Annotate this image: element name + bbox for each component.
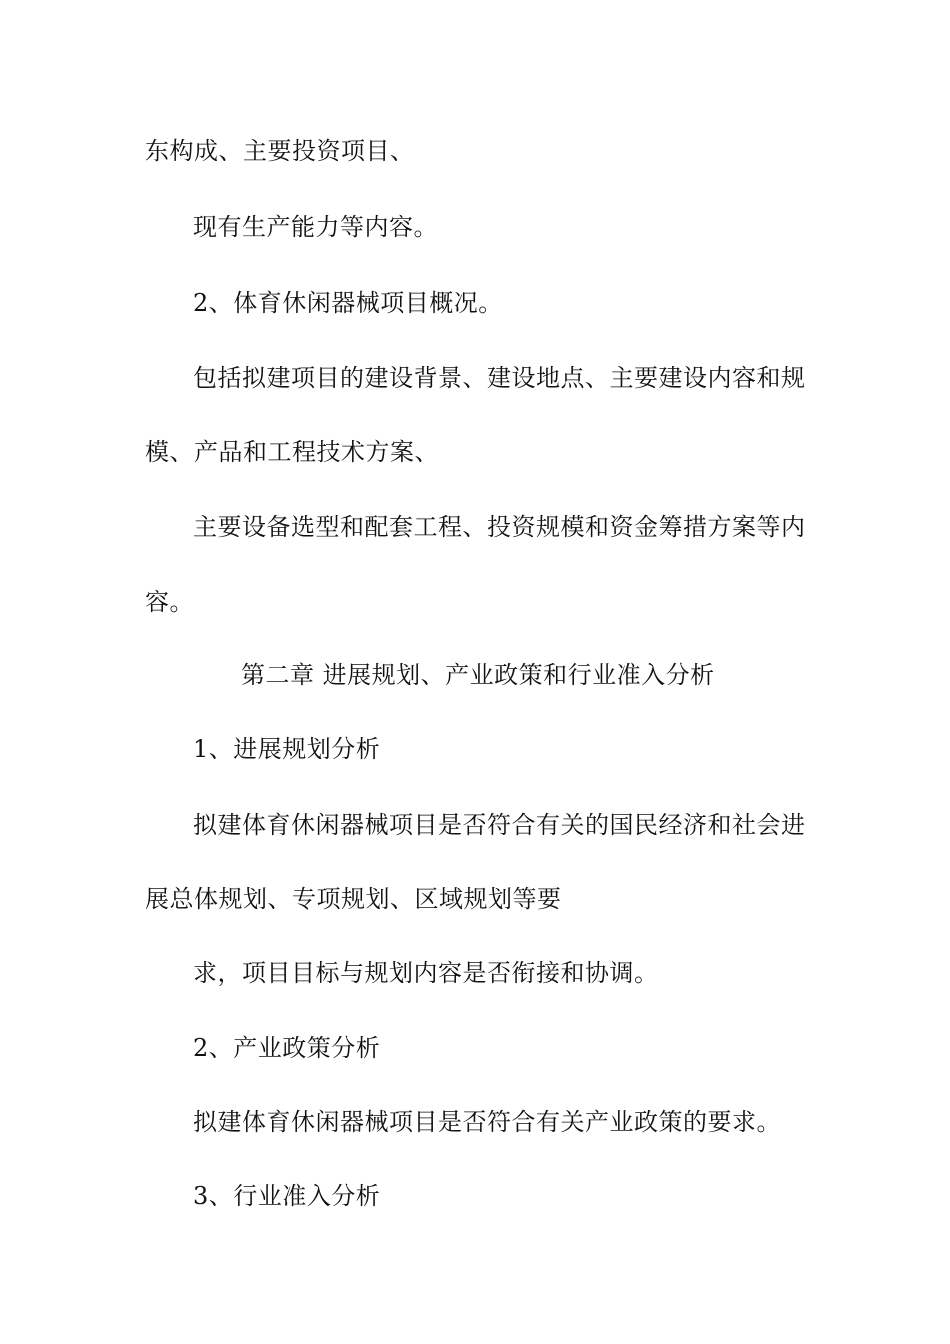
paragraph-line: 模、产品和工程技术方案、 [145,438,439,466]
section-heading: 1、进展规划分析 [193,735,381,763]
section-heading: 3、行业准入分析 [193,1182,381,1210]
paragraph-line: 东构成、主要投资项目、 [145,137,415,165]
section-heading: 2、体育休闲器械项目概况。 [193,289,503,317]
paragraph-line: 拟建体育休闲器械项目是否符合有关的国民经济和社会进 [193,811,806,839]
paragraph-line: 拟建体育休闲器械项目是否符合有关产业政策的要求。 [193,1108,781,1136]
paragraph-line: 求，项目目标与规划内容是否衔接和协调。 [193,959,659,987]
paragraph-line: 包括拟建项目的建设背景、建设地点、主要建设内容和规 [193,364,806,392]
paragraph-line: 主要设备选型和配套工程、投资规模和资金筹措方案等内 [193,513,806,541]
section-heading: 2、产业政策分析 [193,1034,381,1062]
paragraph-line: 容。 [145,588,194,616]
paragraph-line: 现有生产能力等内容。 [193,213,438,241]
paragraph-line: 展总体规划、专项规划、区域规划等要 [145,885,562,913]
chapter-title: 第二章 进展规划、产业政策和行业准入分析 [241,661,715,689]
